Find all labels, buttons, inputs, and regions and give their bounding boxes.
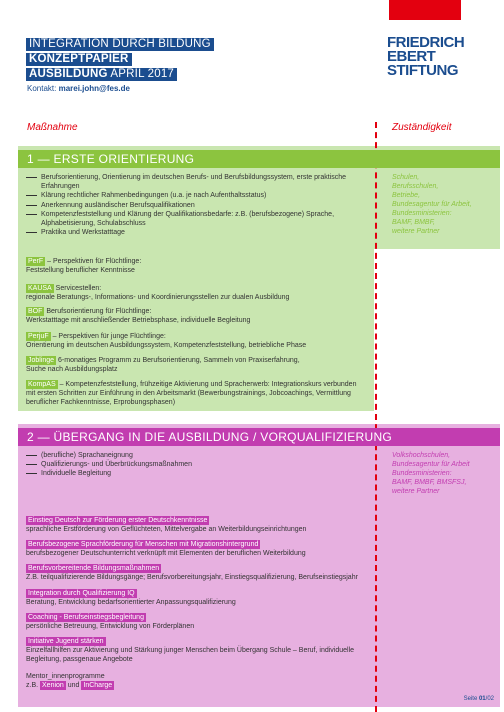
list-item: Berufsorientierung, Orientierung im deutschen Berufs- und Berufsbildungssystem, erste praktische Erfahrungen	[26, 173, 366, 191]
list-item: Anerkennung ausländischer Berufsqualifikationen	[26, 201, 366, 210]
program-mentoring: Mentor_innenprogramme z.B. Xenion und InCharge	[26, 673, 113, 690]
column-heading-massnahme: Maßnahme	[27, 122, 78, 133]
program-coaching: Coaching - Berufseinstiegsbegleitung persönliche Betreuung, Entwicklung von Förderplänen	[26, 614, 195, 631]
program-tag[interactable]: Joblinge	[28, 357, 55, 364]
program-tag[interactable]: Berufsbezogene Sprachförderung für Menschen mit Migrationshintergrund	[28, 541, 259, 548]
column-divider	[375, 122, 377, 712]
program-tag[interactable]: Integration durch Qualifizierung IQ	[28, 590, 135, 597]
list-item: Kompetenzfeststellung und Klärung der Qualifikationsbedarfe: z.B. (berufsbezogene) Sprache, Alphabetisierung, Schulabschluss	[26, 210, 366, 228]
program-joblinge: Joblinge 6-monatiges Programm zu Berufsorientierung, Sammeln von Praxiserfahrung, Suche nach Ausbildungsplatz	[26, 357, 300, 374]
program-tag[interactable]: Coaching - Berufseinstiegsbegleitung	[28, 614, 144, 621]
list-item: Qualifizierungs- und Überbrückungsmaßnahmen	[26, 460, 366, 469]
program-tag[interactable]: BOF	[28, 308, 43, 315]
list-item: Praktika und Werkstatttage	[26, 228, 366, 237]
page-number: Seite 01/02	[463, 696, 494, 702]
fes-logo: FRIEDRICH EBERT STIFTUNG	[387, 34, 465, 79]
program-tag[interactable]: InCharge	[83, 682, 113, 690]
list-item: (berufliche) Sprachaneignung	[26, 451, 366, 460]
section1-heading: 1 — ERSTE ORIENTIERUNG	[18, 150, 500, 168]
list-item: Klärung rechtlicher Rahmenbedingungen (u.a. je nach Aufenthaltsstatus)	[26, 191, 366, 200]
program-kompas: KompAS – Kompetenzfeststellung, frühzeitige Aktivierung und Spracherwerb: Integrationskurs verbunden mit ersten Schritten zur Einführung in den Arbeitsmarkt (Bewerbungstrainings, Jobcoachings, Vermittlung beruflicher Fachkenntnisse, Erprobungsphasen)	[26, 381, 357, 407]
doc-title-line2: KONZEPTPAPIER	[26, 53, 132, 66]
program-bvb: Berufsvorbereitende Bildungsmaßnahmen Z.B. teilqualifizierende Bildungsgänge; Berufsvorbereitungsjahr, Einstiegsqualifizierung, Berufseinstiegsjahr	[26, 565, 358, 582]
program-iq: Integration durch Qualifizierung IQ Beratung, Entwicklung bedarfsorientierter Anpassungsqualifizierung	[26, 590, 236, 607]
program-bof: BOF Berufsorientierung für Flüchtlinge: Werkstatttage mit anschließender Betriebsphase, individuelle Begleitung	[26, 308, 251, 325]
section1-responsibility: Schulen, Berufsschulen, Betriebe, Bundesagentur für Arbeit, Bundesministerien: BAMF, BMBF, weitere Partner	[392, 174, 472, 235]
program-tag[interactable]: Berufsvorbereitende Bildungsmaßnahmen	[28, 565, 160, 572]
program-perjuf: PerjuF – Perspektiven für junge Flüchtlinge: Orientierung im deutschen Ausbildungssystem, Kompetenzfeststellung, betriebliche Phase	[26, 333, 307, 350]
section2-heading: 2 — ÜBERGANG IN DIE AUSBILDUNG / VORQUALIFIZIERUNG	[18, 428, 500, 446]
contact-email[interactable]: marei.john@fes.de	[58, 84, 130, 93]
doc-title-line3: AUSBILDUNG APRIL 2017	[26, 68, 177, 81]
section1-bullet-list	[26, 173, 366, 237]
contact: Kontakt: marei.john@fes.de	[27, 84, 130, 93]
program-tag[interactable]: KompAS	[28, 381, 56, 388]
program-jugend-staerken: Initiative Jugend stärken Einzelfallhilfen zur Aktivierung und Stärkung junger Menschen beim Übergang Schule – Beruf, individuelle Begleitung, passgenaue Angebote	[26, 638, 355, 664]
program-perf: PerF – Perspektiven für Flüchtlinge: Feststellung beruflicher Kenntnisse	[26, 258, 142, 275]
program-einstieg-deutsch: Einstieg Deutsch zur Förderung erster Deutschkenntnisse sprachliche Erstförderung von Geflüchteten, Mittelvergabe an Weiterbildungseinrichtungen	[26, 517, 307, 534]
column-heading-zustaendigkeit: Zuständigkeit	[392, 122, 452, 133]
list-item: Individuelle Begleitung	[26, 469, 366, 478]
program-kausa: KAUSA Servicestellen: regionale Beratungs-, Informations- und Koordinierungsstellen zur dualen Ausbildung	[26, 285, 290, 302]
program-tag[interactable]: Initiative Jugend stärken	[28, 638, 104, 645]
program-tag[interactable]: PerjuF	[28, 333, 49, 340]
doc-title-line1: INTEGRATION DURCH BILDUNG	[26, 38, 214, 51]
section2-bullet-list	[26, 451, 366, 479]
program-tag[interactable]: KAUSA	[28, 285, 52, 292]
program-tag[interactable]: PerF	[28, 258, 44, 265]
program-tag[interactable]: Xenion	[42, 682, 64, 690]
brand-red-bar	[389, 0, 461, 20]
section2-responsibility: Volkshochschulen, Bundesagentur für Arbeit Bundesministerien: BAMF, BMBF, BMSFSJ, weitere Partner	[392, 452, 470, 495]
program-tag[interactable]: Einstieg Deutsch zur Förderung erster Deutschkenntnisse	[28, 517, 208, 524]
program-sprachfoerderung: Berufsbezogene Sprachförderung für Menschen mit Migrationshintergrund berufsbezogener Deutschunterricht verknüpft mit Elementen der beruflichen Weiterbildung	[26, 541, 306, 558]
